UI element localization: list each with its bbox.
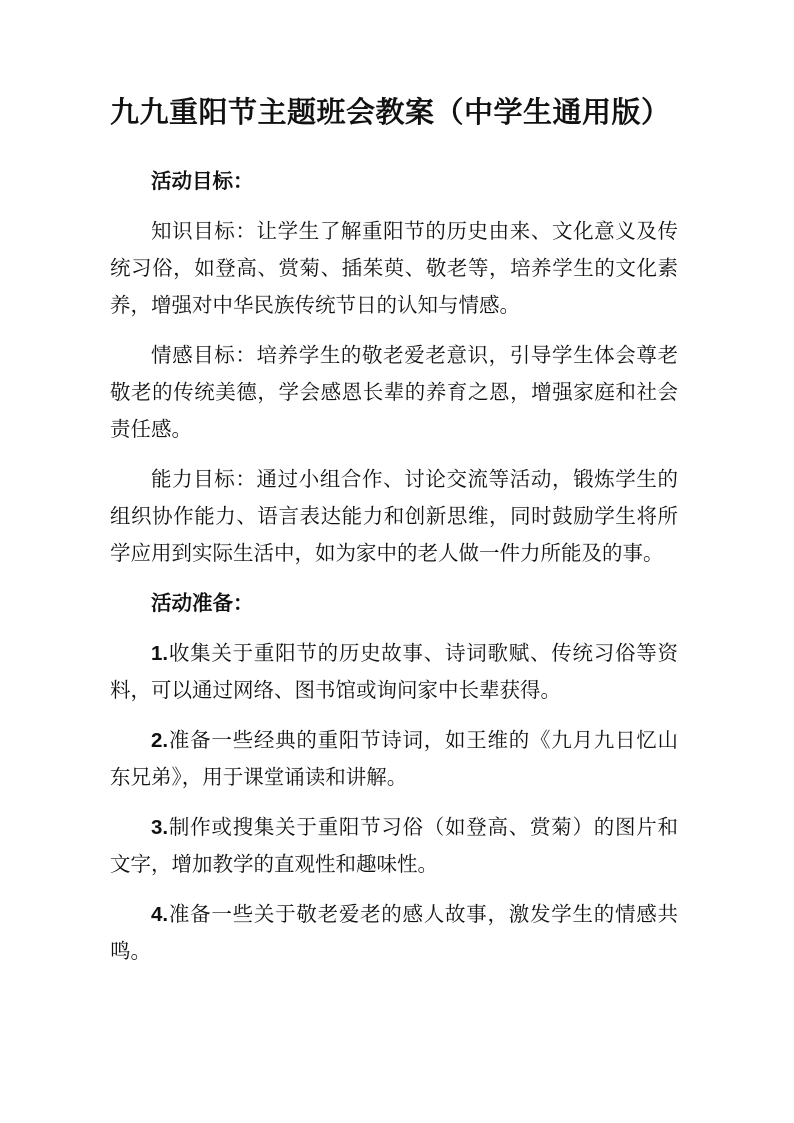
list-item-text: 准备一些关于敬老爱老的感人故事，激发学生的情感共鸣。 — [110, 902, 678, 963]
list-item — [110, 635, 678, 709]
list-item — [110, 896, 678, 970]
list-item-text: 准备一些经典的重阳节诗词，如王维的《九月九日忆山东兄弟》，用于课堂诵读和讲解。 — [110, 728, 678, 789]
paragraph-ability-goal: 能力目标：通过小组合作、讨论交流等活动，锻炼学生的组织协作能力、语言表达能力和创新思维，同时鼓励学生将所学应用到实际生活中，如为家中的老人做一件力所能及的事。 — [110, 467, 678, 565]
paragraph-emotion-goal: 情感目标：培养学生的敬老爱老意识，引导学生体会尊老敬老的传统美德，学会感恩长辈的养育之恩，增强家庭和社会责任感。 — [110, 343, 678, 441]
list-item — [110, 722, 678, 796]
paragraph-knowledge-goal: 知识目标：让学生了解重阳节的历史由来、文化意义及传统习俗，如登高、赏菊、插茱萸、敬老等，培养学生的文化素养，增强对中华民族传统节日的认知与情感。 — [110, 219, 678, 317]
section-heading-goals: 活动目标： — [151, 169, 254, 193]
list-item-number: 2. — [151, 729, 169, 752]
list-item — [110, 809, 678, 883]
document-body — [110, 163, 678, 983]
list-item-number: 3. — [151, 816, 169, 839]
document-title: 九九重阳节主题班会教案（中学生通用版） — [110, 95, 671, 129]
section-heading-preparation: 活动准备： — [151, 591, 254, 615]
list-item-text: 制作或搜集关于重阳节习俗（如登高、赏菊）的图片和文字，增加教学的直观性和趣味性。 — [110, 815, 678, 876]
list-item-number: 1. — [151, 642, 169, 665]
list-item-text: 收集关于重阳节的历史故事、诗词歌赋、传统习俗等资料，可以通过网络、图书馆或询问家中长辈获得。 — [110, 641, 678, 702]
list-item-number: 4. — [151, 903, 169, 926]
